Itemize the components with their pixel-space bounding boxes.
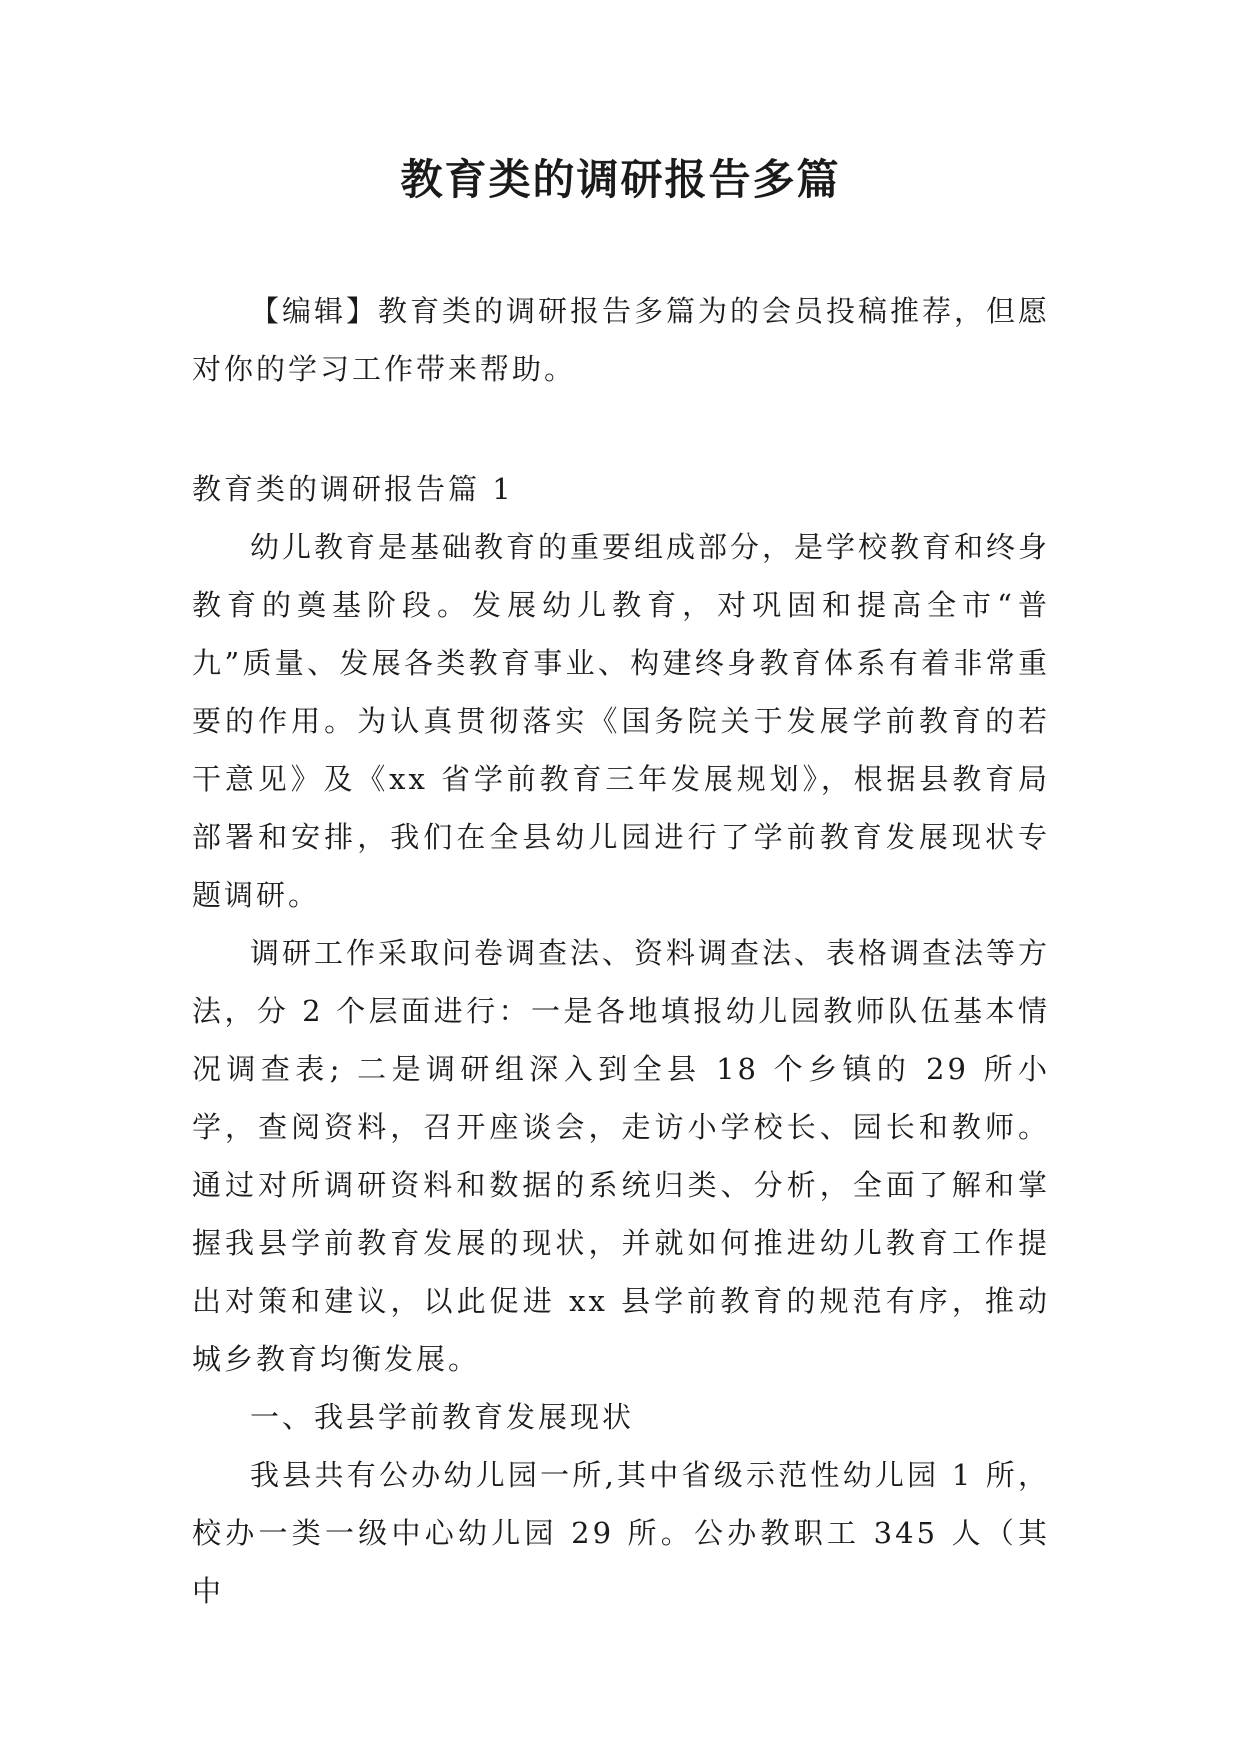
section-heading: 教育类的调研报告篇 1 xyxy=(192,472,514,506)
paragraph: 我县共有公办幼儿园一所,其中省级示范性幼儿园 1 所，校办一类一级中心幼儿园 29 所。公办教职工 345 人（其中 xyxy=(192,1458,1050,1608)
document-title: 教育类的调研报告多篇 xyxy=(400,155,841,204)
subheading: 一、我县学前教育发展现状 xyxy=(250,1400,635,1434)
paragraph: 调研工作采取问卷调查法、资料调查法、表格调查法等方法，分 2 个层面进行：一是各地填报幼儿园教师队伍基本情况调查表; 二是调研组深入到全县 18 个乡镇的 29 所小学，查阅资料，召开座谈会，走访小学校长、园长和教师。通过对所调研资料和数据的系统归类、分析，全面了解和掌握我县学前教育发展的现状，并就如何推进幼儿教育工作提出对策和建议，以此促进 xx 县学前教育的规范有序，推动城乡教育均衡发展。 xyxy=(192,936,1051,1376)
editor-note: 【编辑】教育类的调研报告多篇为的会员投稿推荐，但愿对你的学习工作带来帮助。 xyxy=(192,294,1051,386)
paragraph: 幼儿教育是基础教育的重要组成部分，是学校教育和终身教育的奠基阶段。发展幼儿教育，对巩固和提高全市“普九”质量、发展各类教育事业、构建终身教育体系有着非常重要的作用。为认真贯彻落实《国务院关于发展学前教育的若干意见》及《xx 省学前教育三年发展规划》，根据县教育局部署和安排，我们在全县幼儿园进行了学前教育发展现状专题调研。 xyxy=(192,530,1051,912)
